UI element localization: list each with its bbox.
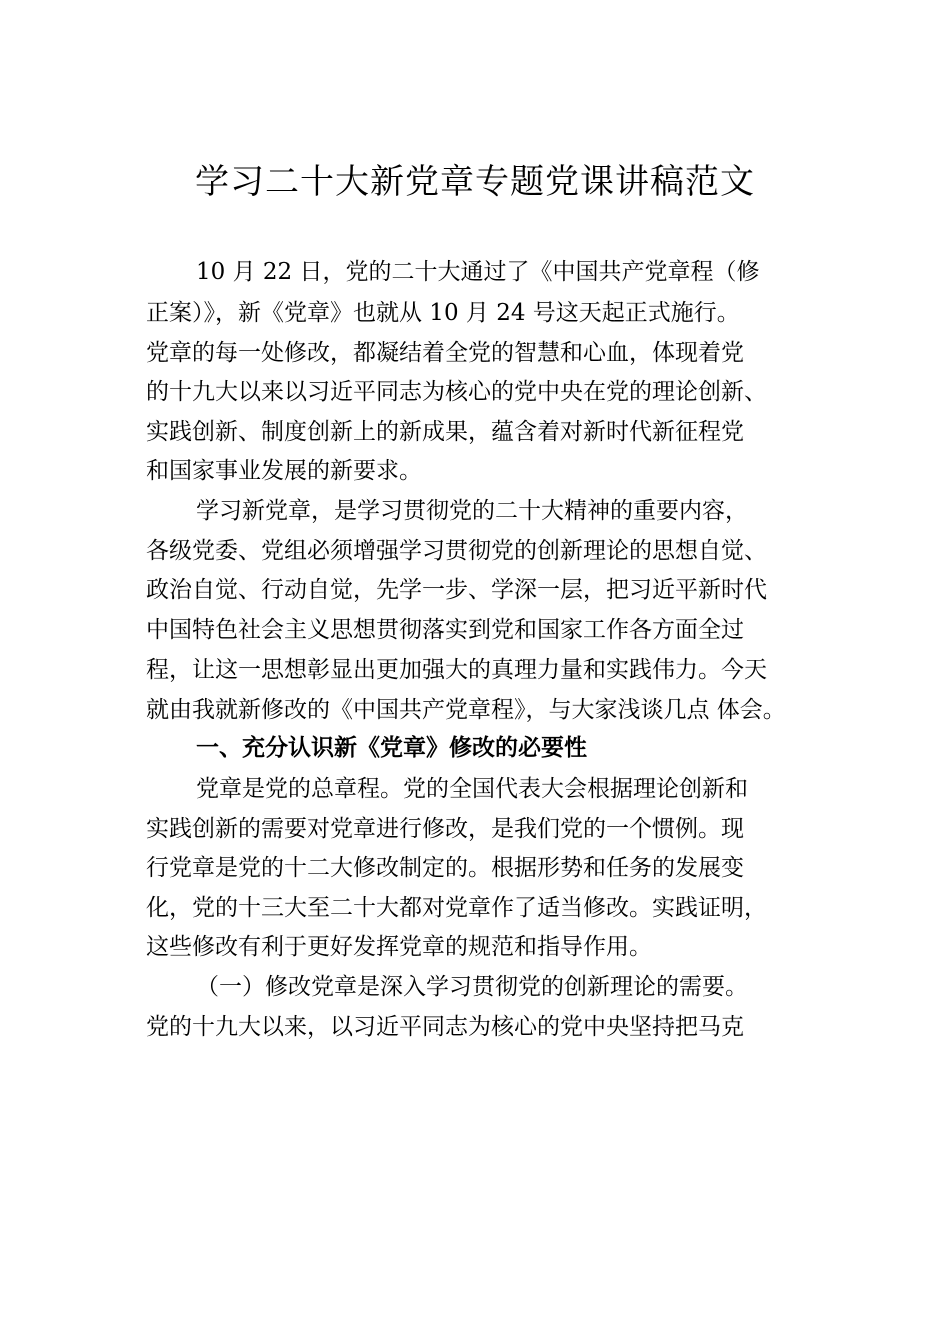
paragraph-line: 化，党的十三大至二十大都对党章作了适当修改。实践证明， [146, 895, 767, 921]
paragraph-line: 程，让这一思想彰显出更加强大的真理力量和实践伟力。今天 [146, 657, 767, 683]
paragraph-line: 和国家事业发展的新要求。 [146, 458, 422, 484]
paragraph-line: 政治自觉、行动自觉，先学一步、学深一层，把习近平新时代 [146, 577, 767, 603]
paragraph-line: 实践创新、制度创新上的新成果，蕴含着对新时代新征程党 [146, 419, 744, 445]
paragraph-line: 学习新党章，是学习贯彻党的二十大精神的重要内容， [196, 498, 748, 524]
paragraph-line: 党章的每一处修改，都凝结着全党的智慧和心血，体现着党 [146, 340, 744, 366]
subsection-heading: （一）修改党章是深入学习贯彻党的创新理论的需要。 [196, 974, 748, 1000]
section-heading: 一、充分认识新《党章》修改的必要性 [196, 735, 587, 761]
document-title: 学习二十大新党章专题党课讲稿范文 [195, 162, 755, 202]
paragraph-line: 10 月 22 日，党的二十大通过了《中国共产党章程（修 [196, 259, 760, 285]
paragraph-line: 这些修改有利于更好发挥党章的规范和指导作用。 [146, 934, 652, 960]
paragraph-line: 正案）》，新《党章》也就从 10 月 24 号这天起正式施行。 [146, 300, 740, 326]
paragraph-line: 各级党委、党组必须增强学习贯彻党的创新理论的思想自觉、 [146, 538, 767, 564]
paragraph-line: 就由我就新修改的《中国共产党章程》，与大家浅谈几点 体会。 [146, 697, 786, 723]
paragraph-line: 实践创新的需要对党章进行修改，是我们党的一个惯例。现 [146, 816, 744, 842]
paragraph-line: 中国特色社会主义思想贯彻落实到党和国家工作各方面全过 [146, 617, 744, 643]
paragraph-line: 党章是党的总章程。党的全国代表大会根据理论创新和 [196, 776, 748, 802]
paragraph-line: 党的十九大以来，以习近平同志为核心的党中央坚持把马克 [146, 1014, 744, 1040]
paragraph-line: 行党章是党的十二大修改制定的。根据形势和任务的发展变 [146, 855, 744, 881]
paragraph-line: 的十九大以来以习近平同志为核心的党中央在党的理论创新、 [146, 379, 767, 405]
